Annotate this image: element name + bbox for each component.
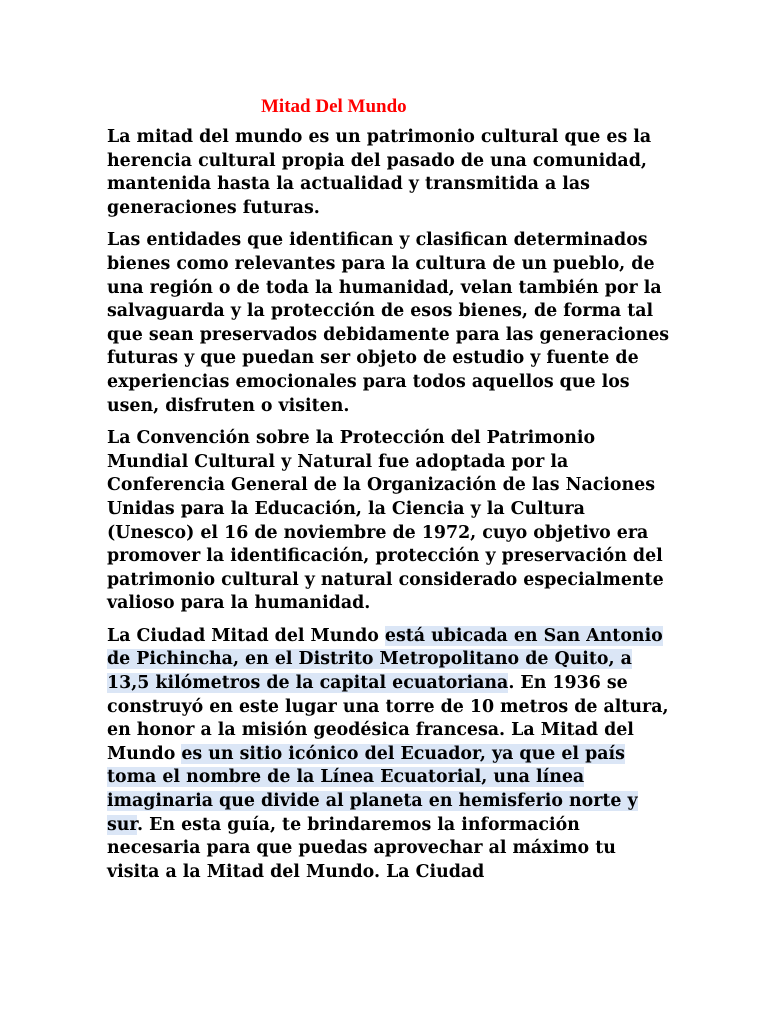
- document-title: Mitad Del Mundo: [261, 96, 407, 117]
- paragraph-2: Las entidades que identifican y clasifican determinados bienes como relevantes para la cultura de un pueblo, de una región o de toda la humanidad, velan también por la salvaguarda y la protección de esos bienes, de forma tal que sean preservados debidamente para las generaciones futuras y que puedan ser objeto de estudio y fuente de experiencias emocionales para todos aquellos que los usen, disfruten o visiten.: [107, 230, 670, 416]
- paragraph-4-text: . En esta guía, te brindaremos la información necesaria para que puedas aprovechar al máximo tu visita a la Mitad del Mundo. La Ciudad: [107, 814, 616, 882]
- paragraph-4: [107, 625, 672, 885]
- highlighted-text: es un sitio icónico del Ecuador, ya que el país toma el nombre de la Línea Ecuatorial, una línea imaginaria que divide al planeta en hemisferio norte y sur: [107, 743, 638, 835]
- highlighted-text: está ubicada en San Antonio de Pichincha, en el Distrito Metropolitano de Quito, a 13,5 kilómetros de la capital ecuatoriana: [107, 625, 663, 694]
- paragraph-1: La mitad del mundo es un patrimonio cultural que es la herencia cultural propia del pasado de una comunidad, mantenida hasta la actualidad y transmitida a las generaciones futuras.: [107, 127, 652, 218]
- paragraph-3: La Convención sobre la Protección del Patrimonio Mundial Cultural y Natural fue adoptada por la Conferencia General de la Organización de las Naciones Unidas para la Educación, la Ciencia y la Cultura (Unesco) el 16 de noviembre de 1972, cuyo objetivo era promover la identificación, protección y preservación del patrimonio cultural y natural considerado especialmente valioso para la humanidad.: [107, 428, 664, 614]
- paragraph-4-text: La Ciudad Mitad del Mundo: [107, 625, 385, 646]
- paragraph-4-text: . En 1936 se construyó en este lugar una torre de 10 metros de altura, en honor a la misión geodésica francesa. La Mitad del Mundo: [107, 673, 669, 764]
